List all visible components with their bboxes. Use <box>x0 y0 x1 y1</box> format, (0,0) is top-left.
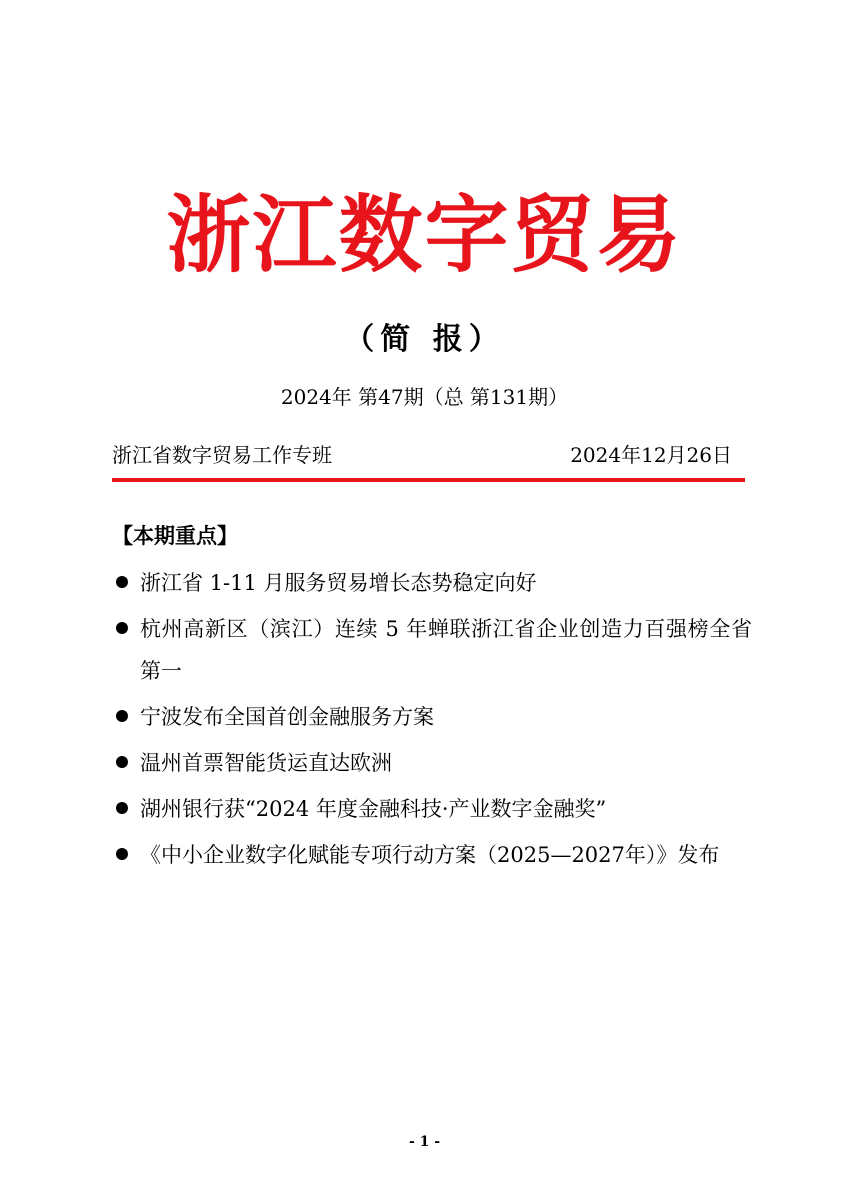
highlight-text: 湖州银行获“2024 年度金融科技·产业数字金融奖” <box>140 797 607 821</box>
bullet-icon <box>116 710 128 722</box>
highlight-text: 温州首票智能货运直达欧洲 <box>140 751 392 775</box>
highlight-item <box>112 788 752 830</box>
masthead-subtitle: （简 报） <box>344 322 505 357</box>
highlight-text: 《中小企业数字化赋能专项行动方案（2025—2027年）》发布 <box>140 843 720 867</box>
highlight-text: 杭州高新区（滨江）连续 5 年蝉联浙江省企业创造力百强榜全省第一 <box>140 617 752 683</box>
highlights-list <box>112 562 752 880</box>
publisher-name: 浙江省数字贸易工作专班 <box>112 443 332 467</box>
bullet-icon <box>116 848 128 860</box>
bullet-icon <box>116 622 128 634</box>
masthead-title: 浙江数字贸易 <box>166 186 683 284</box>
highlight-item <box>112 562 752 604</box>
highlights-heading: 【本期重点】 <box>112 524 238 548</box>
issue-line: 2024年 第47期（总 第131期） <box>280 385 569 409</box>
highlight-item <box>112 742 752 784</box>
bullet-icon <box>116 756 128 768</box>
highlight-text: 浙江省 1-11 月服务贸易增长态势稳定向好 <box>140 571 537 595</box>
bullet-icon <box>116 576 128 588</box>
publication-date: 2024年12月26日 <box>570 443 732 467</box>
highlight-text: 宁波发布全国首创金融服务方案 <box>140 705 434 729</box>
header-red-rule <box>112 478 745 482</box>
page-number: - 1 - <box>408 1134 441 1150</box>
highlight-item <box>112 608 752 692</box>
bullet-icon <box>116 802 128 814</box>
highlight-item <box>112 834 752 876</box>
highlight-item <box>112 696 752 738</box>
